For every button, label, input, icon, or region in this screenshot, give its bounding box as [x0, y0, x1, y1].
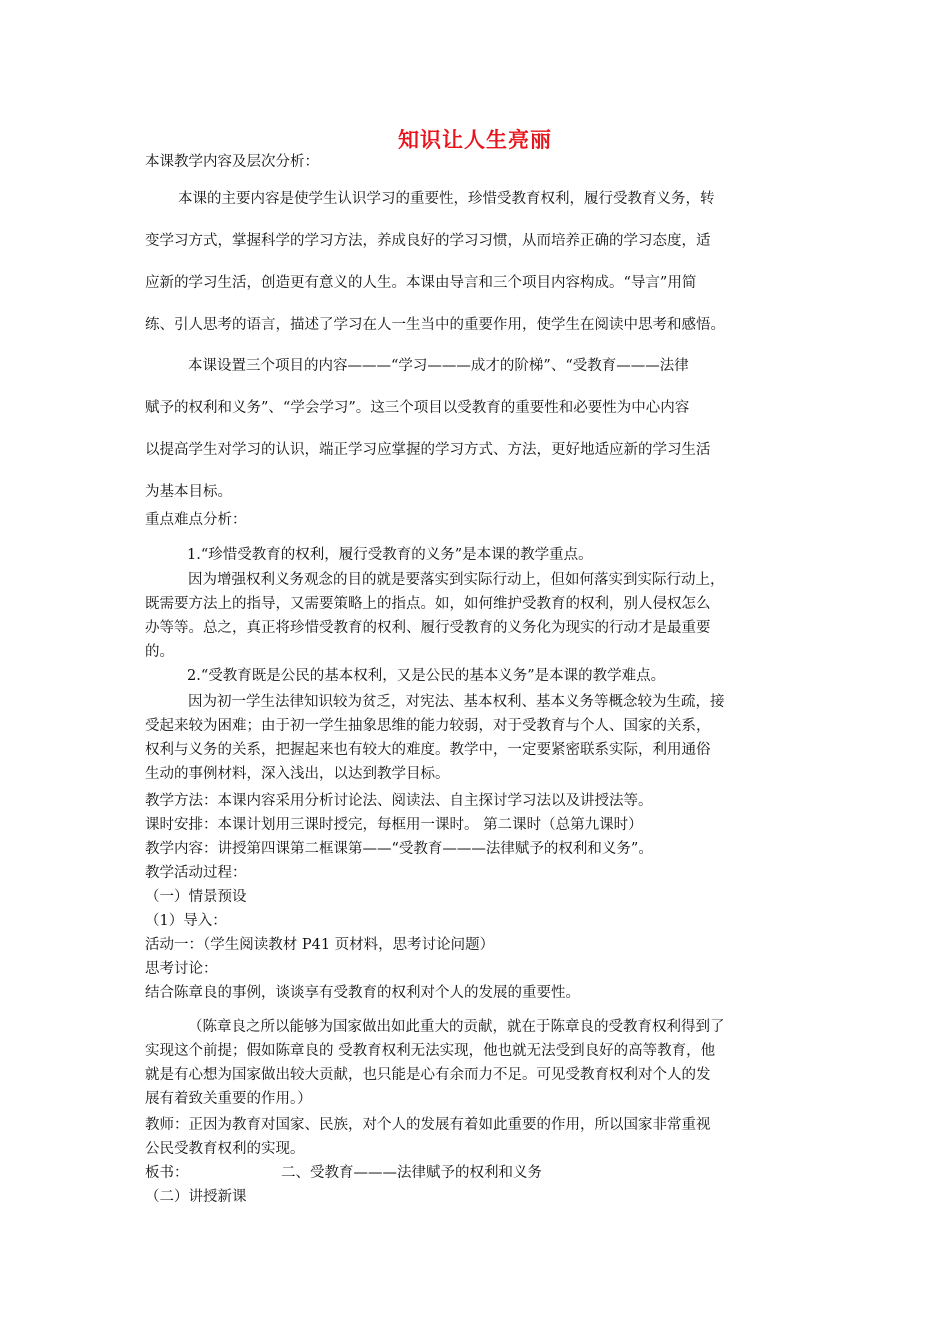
teacher-paragraph [145, 1113, 711, 1161]
key-point-2-body [145, 690, 725, 786]
paragraph-line: 因为初一学生法律知识较为贫乏，对宪法、基本权利、基本义务等概念较为生疏，接 [188, 694, 725, 710]
paragraph-line: 本课设置三个项目的内容———“学习———成才的阶梯”、“受教育———法律 [188, 358, 689, 374]
paragraph-line: 为基本目标。 [145, 484, 232, 500]
key-points-heading: 重点难点分析： [145, 512, 247, 528]
paragraph-line: 因为增强权利义务观念的目的就是要落实到实际行动上，但如何落实到实际行动上， [188, 572, 725, 588]
projects-paragraph [145, 345, 711, 513]
paragraph-line: 以提高学生对学习的认识，端正学习应掌握的学习方式、方法，更好地适应新的学习生活 [145, 442, 711, 458]
answer-paragraph [145, 1015, 725, 1111]
intro-heading: （1）导入： [145, 913, 227, 929]
analysis-heading: 本课教学内容及层次分析： [145, 154, 319, 170]
paragraph-line: 的。 [145, 644, 174, 660]
lesson-info [145, 789, 653, 1005]
paragraph-line: 本课的主要内容是使学生认识学习的重要性，珍惜受教育权利，履行受教育义务，转 [178, 191, 715, 207]
document-title: 知识让人生亮丽 [398, 128, 552, 152]
paragraph-line: 变学习方式，掌握科学的学习方法，养成良好的学习习惯，从而培养正确的学习态度，适 [145, 233, 711, 249]
paragraph-line: 既需要方法上的指导，又需要策略上的指点。如，如何维护受教育的权利，别人侵权怎么 [145, 596, 711, 612]
key-point-2: 2.“受教育既是公民的基本权利，又是公民的基本义务”是本课的教学难点。 [187, 668, 666, 684]
paragraph-line: 练、引人思考的语言，描述了学习在人一生当中的重要作用，使学生在阅读中思考和感悟。 [145, 317, 725, 333]
paragraph-line: 办等等。总之，真正将珍惜受教育的权利、履行受教育的义务化为现实的行动才是最重要 [145, 620, 711, 636]
teaching-method: 教学方法：本课内容采用分析讨论法、阅读法、自主探讨学习法以及讲授法等。 [145, 793, 653, 809]
section-2-heading: （二）讲授新课 [145, 1189, 247, 1205]
key-point-1-body [145, 568, 725, 664]
paragraph-line: 生动的事例材料，深入浅出，以达到教学目标。 [145, 766, 450, 782]
paragraph-line: 权利与义务的关系，把握起来也有较大的难度。教学中，一定要紧密联系实际，利用通俗 [145, 742, 711, 758]
paragraph-line: 赋予的权利和义务”、“学会学习”。这三个项目以受教育的重要性和必要性为中心内容 [145, 400, 690, 416]
paragraph-line: （陈章良之所以能够为国家做出如此重大的贡献，就在于陈章良的受教育权利得到了 [188, 1019, 725, 1035]
paragraph-line: 受起来较为困难；由于初一学生抽象思维的能力较弱，对于受教育与个人、国家的关系， [145, 718, 711, 734]
activity-1: 活动一：（学生阅读教材 P41 页材料，思考讨论问题） [145, 937, 495, 953]
board-text: 二、受教育———法律赋予的权利和义务 [281, 1165, 542, 1181]
paragraph-line: 应新的学习生活，创造更有意义的人生。本课由导言和三个项目内容构成。“导言”用简 [145, 275, 697, 291]
section-1-heading: （一）情景预设 [145, 889, 247, 905]
teaching-content: 教学内容：讲授第四课第二框课第——“受教育———法律赋予的权利和义务”。 [145, 841, 653, 857]
intro-paragraph [145, 178, 725, 346]
discussion-question: 结合陈章良的事例，谈谈享有受教育的权利对个人的发展的重要性。 [145, 985, 580, 1001]
paragraph-line: 就是有心想为国家做出较大贡献，也只能是心有余而力不足。可见受教育权利对个人的发 [145, 1067, 711, 1083]
discussion-heading: 思考讨论： [145, 961, 218, 977]
paragraph-line: 公民受教育权利的实现。 [145, 1141, 305, 1157]
paragraph-line: 展有着致关重要的作用。） [145, 1091, 312, 1107]
activity-process-heading: 教学活动过程： [145, 865, 247, 881]
class-schedule: 课时安排：本课计划用三课时授完，每框用一课时。 第二课时（总第九课时） [145, 817, 643, 833]
board-label: 板书： [145, 1165, 189, 1181]
paragraph-line: 教师：正因为教育对国家、民族，对个人的发展有着如此重要的作用，所以国家非常重视 [145, 1117, 711, 1133]
key-point-1: 1.“珍惜受教育的权利，履行受教育的义务”是本课的教学重点。 [187, 547, 593, 563]
paragraph-line: 实现这个前提；假如陈章良的 受教育权利无法实现，他也就无法受到良好的高等教育，他 [145, 1043, 716, 1059]
